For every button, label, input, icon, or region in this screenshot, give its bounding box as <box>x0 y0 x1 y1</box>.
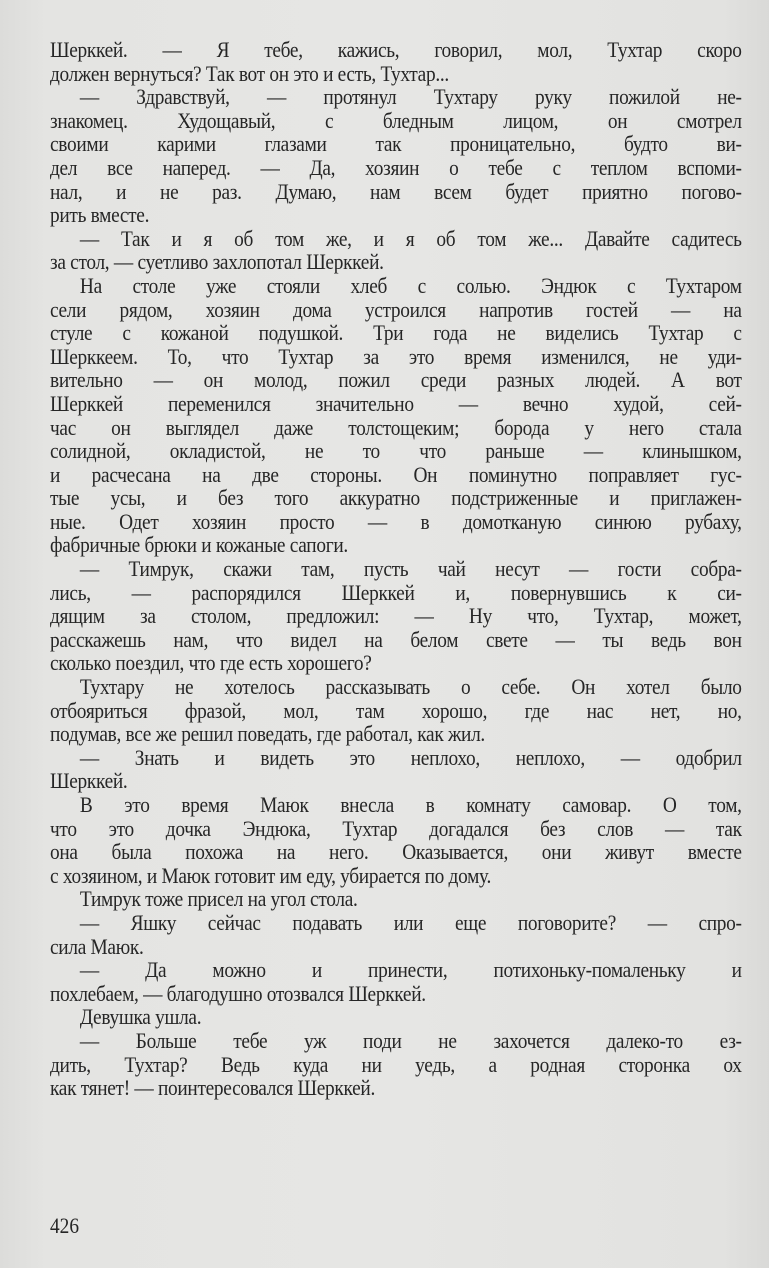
text-line: — Больше тебе уж поди не захочется далеко-то ез- <box>79 1027 742 1053</box>
text-line: час он выглядел даже толстощеким; борода у него стала <box>50 414 742 440</box>
text-line: Шерккей переменился значительно — вечно худой, сей- <box>50 390 742 416</box>
text-line: дел все наперед. — Да, хозяин о тебе с теплом вспоми- <box>50 154 742 180</box>
text-line: — Яшку сейчас подавать или еще поговорите? — спро- <box>79 909 742 935</box>
text-line: — Да можно и принести, потихоньку-помаленьку и <box>79 957 742 983</box>
text-line: похлебаем, — благодушно отозвался Шерккей. <box>50 980 426 1006</box>
text-line: за стол, — суетливо захлопотал Шерккей. <box>50 249 384 275</box>
text-line: — Здравствуй, — протянул Тухтару руку пожилой не- <box>79 84 742 110</box>
text-line: — Так и я об том же, и я об том же... Давайте садитесь <box>79 225 742 251</box>
text-line: тые усы, и без того аккуратно подстриженные и приглажен- <box>50 485 742 511</box>
text-line: фабричные брюки и кожаные сапоги. <box>50 532 348 558</box>
text-line: солидной, окладистой, не то что раньше — клинышком, <box>50 438 742 464</box>
text-line: знакомец. Худощавый, с бледным лицом, он смотрел <box>50 107 742 133</box>
text-line: Тимрук тоже присел на угол стола. <box>79 886 358 912</box>
text-line: Шерккеем. То, что Тухтар за это время изменился, не уди- <box>50 343 742 369</box>
text-line: Шерккей. <box>50 768 128 794</box>
text-line: — Тимрук, скажи там, пусть чай несут — гости собра- <box>79 556 742 582</box>
text-line: вительно — он молод, пожил среди разных людей. А вот <box>50 367 742 393</box>
text-line: расскажешь нам, что видел на белом свете — ты ведь вон <box>50 626 742 652</box>
text-line: стуле с кожаной подушкой. Три года не виделись Тухтар с <box>50 320 742 346</box>
text-line: как тянет! — поинтересовался Шерккей. <box>50 1075 375 1101</box>
text-line: — Знать и видеть это неплохо, неплохо, — одобрил <box>79 744 742 770</box>
text-line: сели рядом, хозяин дома устроился напротив гостей — на <box>50 296 742 322</box>
text-line: своими карими глазами так проницательно, будто ви- <box>50 131 742 157</box>
body-text <box>50 38 742 1100</box>
text-line: лись, — распорядился Шерккей и, повернувшись к си- <box>50 579 742 605</box>
text-line: отбояриться фразой, мол, там хорошо, где нас нет, но, <box>50 697 742 723</box>
text-line: Тухтару не хотелось рассказывать о себе. Он хотел было <box>79 674 742 700</box>
text-line: она была похожа на него. Оказывается, они живут вместе <box>50 839 742 865</box>
text-line: и расчесана на две стороны. Он поминутно поправляет гус- <box>50 461 742 487</box>
text-line: что это дочка Эндюка, Тухтар догадался без слов — так <box>50 815 742 841</box>
text-line: сколько поездил, что где есть хорошего? <box>50 650 372 676</box>
text-line: В это время Маюк внесла в комнату самовар. О том, <box>79 792 742 817</box>
text-line: подумав, все же решил поведать, где работал, как жил. <box>50 721 485 747</box>
text-line: рить вместе. <box>50 202 150 228</box>
text-line: сила Маюк. <box>50 933 144 959</box>
text-line: должен вернуться? Так вот он это и есть, Тухтар... <box>50 60 449 86</box>
text-line: нал, и не раз. Думаю, нам всем будет приятно погово- <box>50 178 742 204</box>
text-line: с хозяином, и Маюк готовит им еду, убирается по дому. <box>50 862 492 888</box>
text-line: На столе уже стояли хлеб с солью. Эндюк с Тухтаром <box>79 272 742 298</box>
text-line: Шерккей. — Я тебе, кажись, говорил, мол, Тухтар скоро <box>50 37 742 62</box>
text-line: дящим за столом, предложил: — Ну что, Тухтар, может, <box>50 603 742 629</box>
page-number: 426 <box>50 1213 80 1238</box>
text-line: ные. Одет хозяин просто — в домотканую синюю рубаху, <box>50 508 742 534</box>
text-line: дить, Тухтар? Ведь куда ни уедь, а родная сторонка ох <box>50 1051 742 1077</box>
text-line: Девушка ушла. <box>79 1004 202 1030</box>
